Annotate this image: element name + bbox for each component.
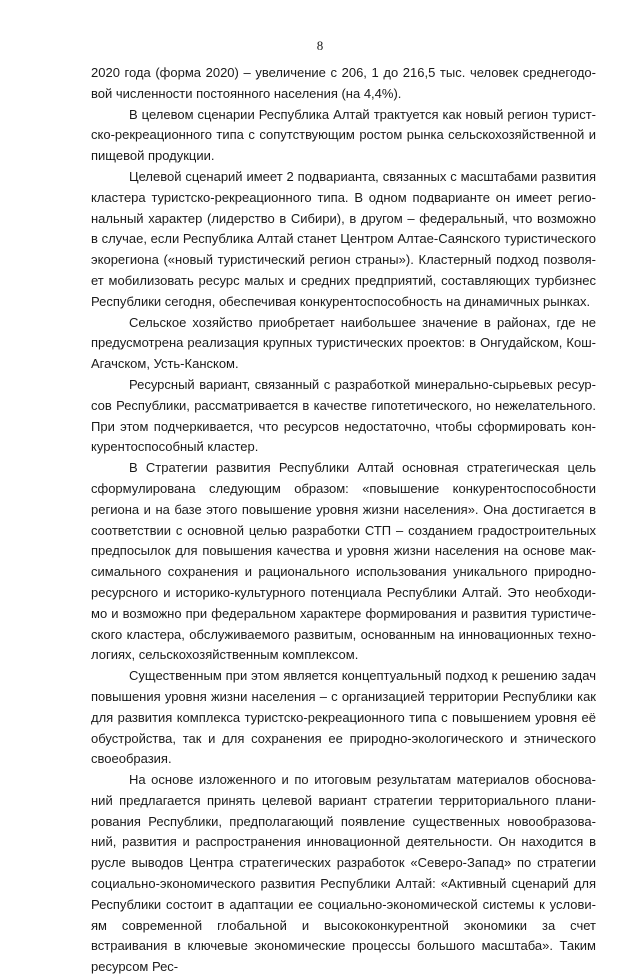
paragraph-continued: 2020 года (форма 2020) – увеличение с 206, 1 до 216,5 тыс. человек среднегодовой численности постоянного населения (на 4,4%). <box>91 65 596 101</box>
paragraph: Целевой сценарий имеет 2 подварианта, связанных с масштабами развития кластера туристско-рекреационного типа. В одном подварианте он имеет региональный характер (лидерство в Сибири), в другом – федеральный, что возможно в случае, если Республика Алтай станет Центром Алтае-Саянского туристического экорегиона («новый туристический регион страны»). Кластерный подход позволяет мобилизовать ресурс малых и средних предприятий, составляющих турбизнес Республики сегодня, обеспечивая конкурентоспособность на динамичных рынках. <box>91 168 596 309</box>
paragraph: Ресурсный вариант, связанный с разработкой минерально-сырьевых ресурсов Республики, рассматривается в качестве гипотетического, но нежелательного. При этом подчеркивается, что ресурсов недостаточно, чтобы сформировать конкурентоспособный кластер. <box>91 376 596 455</box>
paragraph: Существенным при этом является концептуальный подход к решению задач повышения уровня жизни населения – с организацией территории Республики как для развития комплекса туристско-рекреационного типа с повышением уровня её обустройства, так и для сохранения ее природно-экологического и этнического своеобразия. <box>91 668 596 767</box>
paragraph: В целевом сценарии Республика Алтай трактуется как новый регион туристско-рекреационного типа с сопутствующим ростом рынка сельскохозяйственной и пищевой продукции. <box>91 106 596 164</box>
paragraph: На основе изложенного и по итоговым результатам материалов обоснований предлагается принять целевой вариант стратегии территориального планирования Республики, предполагающий появление существенных новообразований, развития и распространения инновационной деятельности. Он находится в русле выводов Центра стратегических разработок «Северо-Запад» по стратегии социально-экономического развития Республики Алтай: «Активный сценарий для Республики состоит в адаптации ее социально-экономической системы к условиям современной глобальной и высококонкурентной экономики за счет встраивания в ключевые экономические процессы большого масштаба». Таким ресурсом Рес- <box>91 772 596 975</box>
paragraph: Сельское хозяйство приобретает наибольшее значение в районах, где не предусмотрена реализация крупных туристических проектов: в Онгудайском, Кош-Агачском, Усть-Канском. <box>91 314 596 372</box>
paragraph: В Стратегии развития Республики Алтай основная стратегическая цель сформулирована следующим образом: «повышение конкурентоспособности региона и на базе этого повышение уровня жизни населения». Она достигается в соответствии с основной целью разработки СТП – созданием градостроительных предпосылок для повышения качества и уровня жизни населения на основе максимального сохранения и рационального использования уникального природно-ресурсного и историко-культурного потенциала Республики Алтай. Это необходимо и возможно при федеральном характере формирования и развития туристического кластера, обслуживаемого развитым, основанным на инновационных технологиях, сельскохозяйственным комплексом. <box>91 460 596 663</box>
document-body <box>91 63 596 978</box>
page-number: 8 <box>316 38 324 53</box>
